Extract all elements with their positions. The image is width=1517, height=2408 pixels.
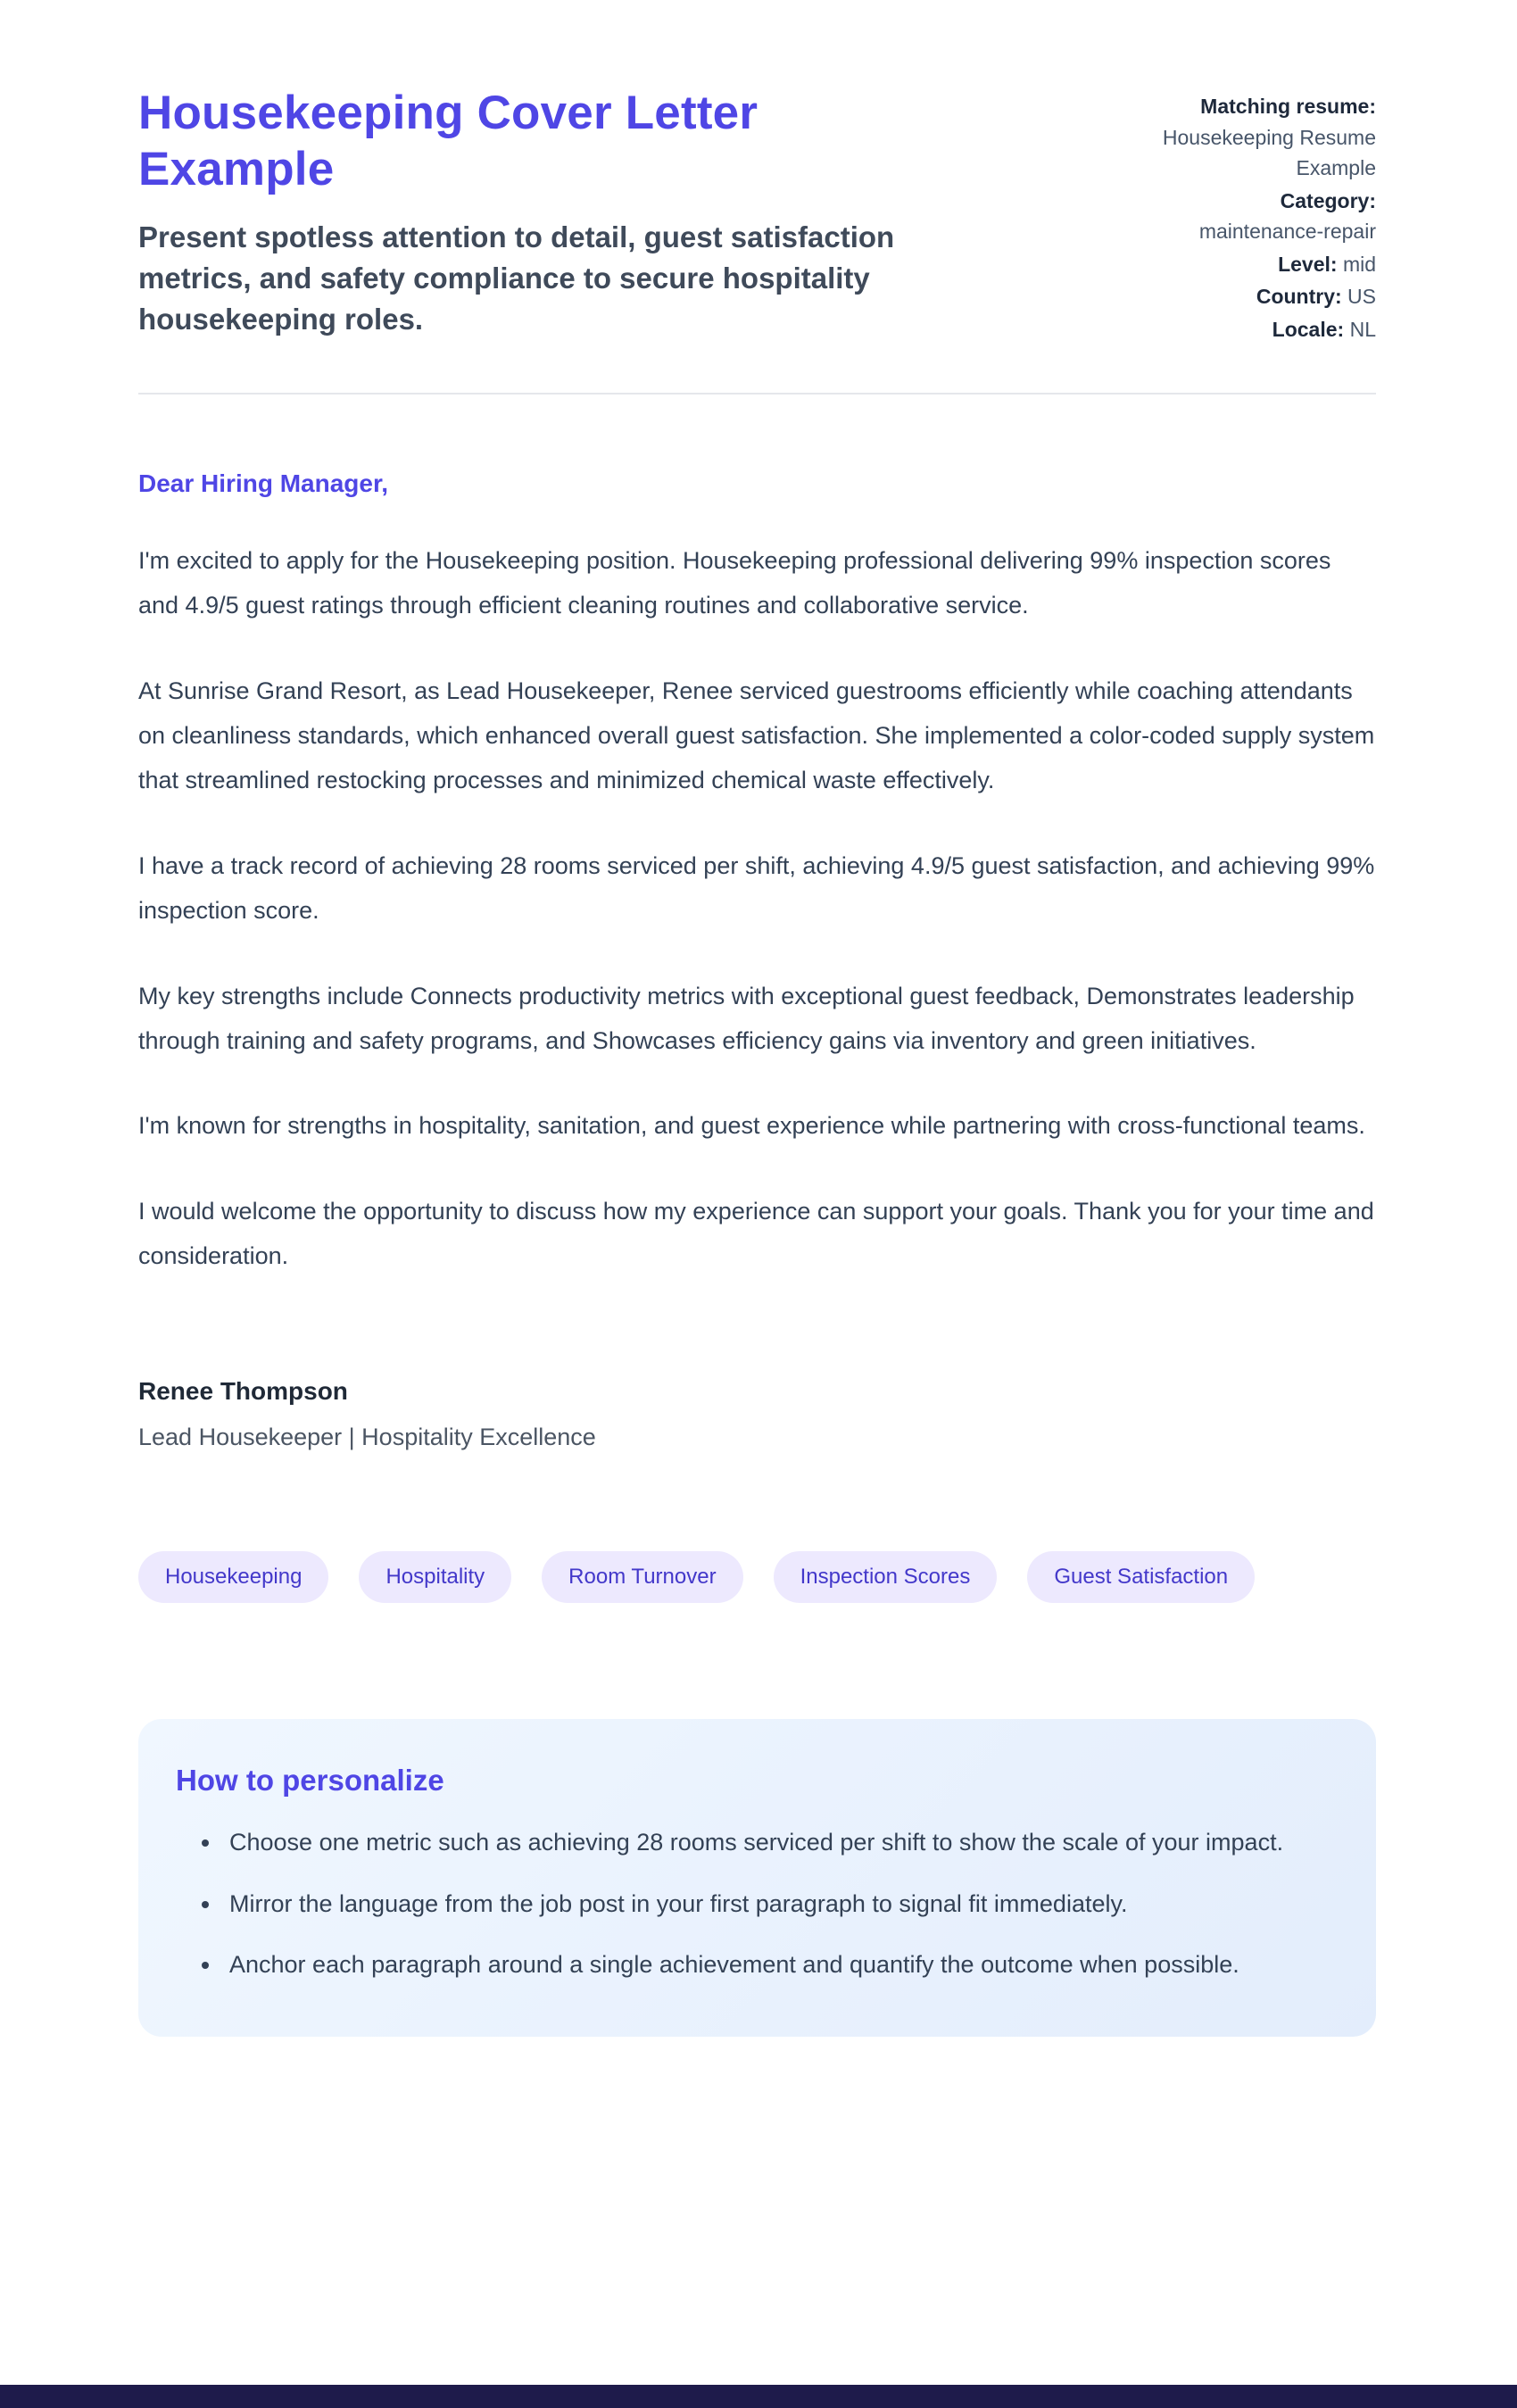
letter-paragraph: I'm known for strengths in hospitality, sanitation, and guest experience while partnering with cross-functional teams. <box>138 1112 1365 1140</box>
personalize-tip: • Anchor each paragraph around a single achievement and quantify the outcome when possible. <box>222 1943 1326 1987</box>
page-subtitle: Present spotless attention to detail, guest satisfaction metrics, and safety compliance to secure hospitality housekeeping roles. <box>138 220 895 336</box>
meta-value: Housekeeping Resume Example <box>1162 125 1376 179</box>
letter-paragraph: I would welcome the opportunity to discuss how my experience can support your goals. Thank you for your time and consideration. <box>138 1198 1374 1270</box>
tag-housekeeping[interactable]: Housekeeping <box>138 1551 328 1603</box>
letter-paragraph: I have a track record of achieving 28 rooms serviced per shift, achieving 4.9/5 guest satisfaction, and achieving 99% inspection score. <box>138 851 1375 924</box>
letter-paragraph: At Sunrise Grand Resort, as Lead Housekeeper, Renee serviced guestrooms efficiently while coaching attendants on cleanliness standards, which enhanced overall guest satisfaction. She implemented a color-coded supply system that streamlined restocking processes and minimized chemical waste effectively. <box>138 677 1375 793</box>
header-divider <box>138 393 1376 394</box>
meta-locale <box>1153 314 1376 345</box>
tag-room-turnover[interactable]: Room Turnover <box>542 1551 742 1603</box>
header <box>138 86 1376 346</box>
meta-value: maintenance-repair <box>1198 220 1376 243</box>
personalize-heading: How to personalize <box>176 1764 444 1798</box>
personalize-tips <box>176 1821 1326 1987</box>
meta-value: US <box>1347 285 1376 308</box>
meta-category <box>1153 186 1376 247</box>
meta-value: NL <box>1349 317 1376 341</box>
header-text <box>138 86 986 341</box>
letter-paragraph: My key strengths include Connects productivity metrics with exceptional guest feedback, Demonstrates leadership through training and safety programs, and Showcases efficiency gains via inventory and green initiatives. <box>138 982 1355 1054</box>
personalize-tip: • Choose one metric such as achieving 28 rooms serviced per shift to show the scale of your impact. <box>222 1821 1326 1864</box>
resume-meta <box>1153 91 1376 346</box>
signature-title: Lead Housekeeper | Hospitality Excellence <box>138 1424 596 1451</box>
meta-label: Level: <box>1278 252 1338 276</box>
meta-label: Matching resume: <box>1200 95 1376 118</box>
meta-label: Country: <box>1256 285 1342 308</box>
meta-level <box>1153 249 1376 280</box>
personalize-box <box>138 1719 1376 2037</box>
tag-guest-satisfaction[interactable]: Guest Satisfaction <box>1027 1551 1255 1603</box>
meta-matching-resume <box>1153 91 1376 184</box>
signature-name: Renee Thompson <box>138 1377 348 1406</box>
page-title: Housekeeping Cover Letter Example <box>138 87 758 195</box>
tag-hospitality[interactable]: Hospitality <box>359 1551 511 1603</box>
letter-paragraph: I'm excited to apply for the Housekeeping position. Housekeeping professional delivering 99% inspection scores and 4.9/5 guest ratings through efficient cleaning routines and collaborative service. <box>138 547 1331 619</box>
meta-label: Category: <box>1280 188 1376 212</box>
personalize-tip: • Mirror the language from the job post in your first paragraph to signal fit immediately. <box>222 1882 1326 1926</box>
salutation: Dear Hiring Manager, <box>138 469 389 497</box>
meta-value: mid <box>1342 252 1376 276</box>
tag-inspection-scores[interactable]: Inspection Scores <box>774 1551 998 1603</box>
meta-country <box>1153 281 1376 312</box>
letter-body <box>138 469 1376 1451</box>
tags-list <box>138 1551 1376 1603</box>
footer-bar <box>0 2385 1517 2408</box>
meta-label: Locale: <box>1272 317 1345 341</box>
